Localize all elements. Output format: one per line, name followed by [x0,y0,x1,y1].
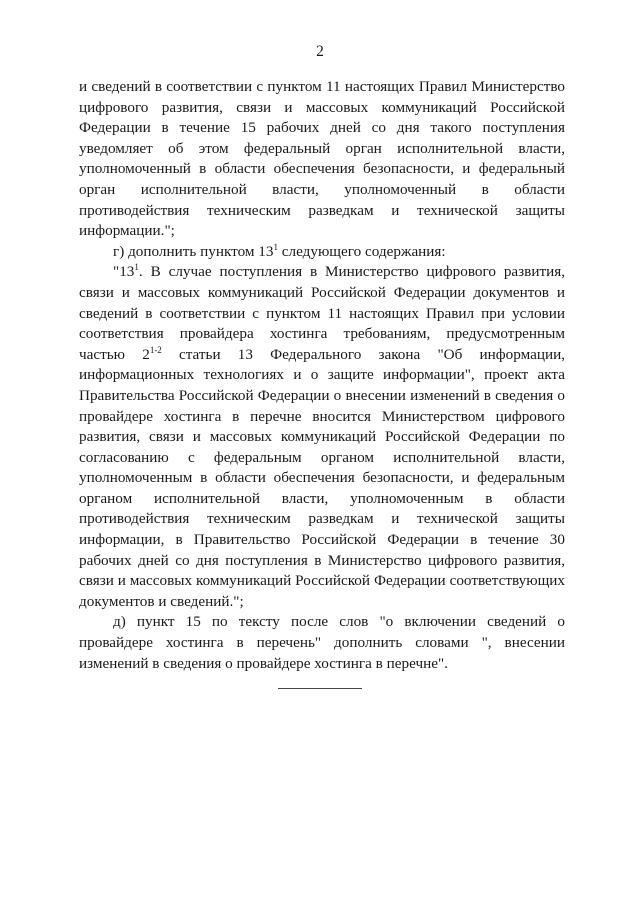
paragraph-item-d: д) пункт 15 по тексту после слов "о включении сведений о провайдере хостинга в перечень" дополнить словами ", внесении изменений в сведения о провайдере хостинга в перечне". [79,613,565,672]
item-g-text-end: следующего содержания: [277,242,446,260]
paragraph-notification: и сведений в соответствии с пунктом 11 настоящих Правил Министерство цифрового развития, связи и массовых коммуникаций Российской Федерации в течение 15 рабочих дней со дня такого поступления уведомляет об этом федеральный орган исполнительной власти, уполномоченный в области обеспечения безопасности, и федеральный орган исполнительной власти, уполномоченный в области противодействия техническим разведкам и технической защиты информации."; [79,78,565,240]
clause-text-end: статьи 13 Федерального закона "Об информации, информационных технологиях и о защите информации", проект акта Правительства Российской Федерации о внесении изменений в сведения о провайдере хостинга в перечне вносится Министерством цифрового развития, связи и массовых коммуникаций Российской Федерации по согласованию с федеральным органом исполнительной власти, уполномоченным в области обеспечения безопасности, и федеральным органом исполнительной власти, уполномоченным в области противодействия техническим разведкам и технической защиты информации, в Правительство Российской Федерации в течение 30 рабочих дней со дня поступления в Министерство цифрового развития, связи и массовых коммуникаций Российской Федерации соответствующих документов и сведений."; [79,345,566,610]
clause-text: . В случае поступления в Министерство цифрового развития, связи и массовых коммуникаций Российской Федерации документов и сведений в соответствии с пунктом 11 настоящих Правил при условии соответствия провайдера хостинга требованиям, предусмотренным частью 2 [79,263,565,363]
paragraph-item-g [79,242,565,263]
clause-part-superscript: 1-2 [149,344,162,355]
item-g-superscript: 1 [273,241,278,252]
document-body [79,77,565,674]
end-divider-line [278,688,362,689]
paragraph-clause-13-1 [79,262,565,612]
item-g-text: г) дополнить пунктом 13 [113,242,274,260]
clause-number-superscript: 1 [134,262,139,273]
clause-number: "13 [113,263,135,281]
page-number: 2 [316,43,324,60]
